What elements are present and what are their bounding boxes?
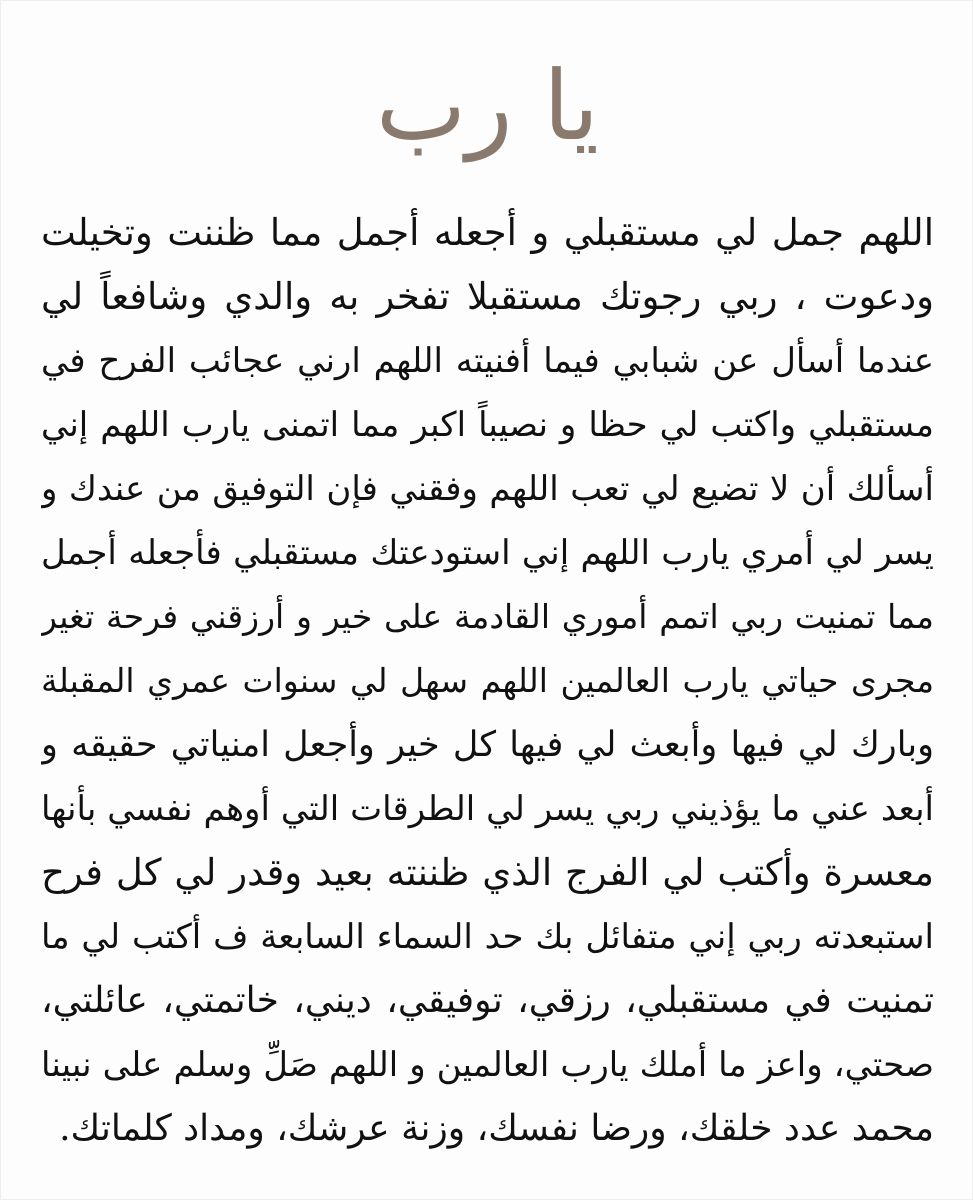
text-line: مستقبلي واكتب لي حظا و نصيباً اكبر مما اتمنى يارب اللهم إني [41,405,934,445]
text-line: أبعد عني ما يؤذيني ربي يسر لي الطرقات التي أوهم نفسي بأنها [41,789,934,829]
text-line: عندما أسأل عن شبابي فيما أفنيته اللهم ارني عجائب الفرح في [41,341,934,381]
text-line: مجرى حياتي يارب العالمين اللهم سهل لي سنوات عمري المقبلة [41,661,934,700]
text-line: معسرة وأكتب لي الفرج الذي ظننته بعيد وقدر لي كل فرح [41,851,934,894]
text-line: صحتي، واعز ما أملك يارب العالمين و اللهم صَلِّ وسلم على نبينا [41,1045,934,1085]
text-line: أسألك أن لا تضيع لي تعب اللهم وفقني فإن التوفيق من عندك و [41,469,934,509]
text-line: ودعوت ، ربي رجوتك مستقبلا تفخر به والدي وشافعاً لي [41,275,934,318]
prayer-text [41,201,934,1161]
text-line: تمنيت في مستقبلي، رزقي، توفيقي، ديني، خاتمتي، عائلتي، [41,980,934,1021]
text-line: اللهم جمل لي مستقبلي و أجعله أجمل مما ظننت وتخيلت [41,211,934,254]
text-line: وبارك لي فيها وأبعث لي فيها كل خير وأجعل امنياتي حقيقه و [41,725,934,765]
text-line: يسر لي أمري يارب اللهم إني استودعتك مستقبلي فأجعله أجمل [41,533,934,573]
text-line: استبعدته ربي إني متفائل بك حد السماء السابعة ف أكتب لي ما [41,917,934,957]
text-line: مما تمنيت ربي اتمم أموري القادمة على خير و أرزقني فرحة تغير [41,597,934,636]
page-title: يا رب [375,50,600,162]
text-line: محمد عدد خلقك، ورضا نفسك، وزنة عرشك، ومداد كلماتك. [59,1108,934,1149]
